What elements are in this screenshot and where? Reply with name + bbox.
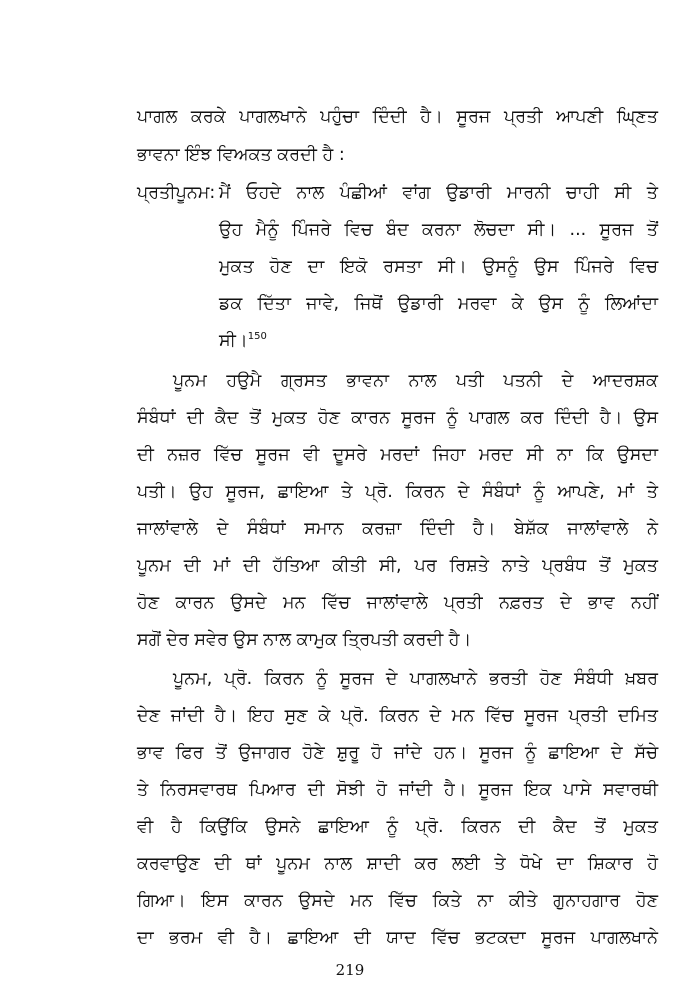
paragraph-2-line-8: ਦਾ ਭਰਮ ਵੀ ਹੈ। ਛਾਇਆ ਦੀ ਯਾਦ ਵਿੱਚ ਭਟਕਦਾ ਸੂਰਜ ਪਾਗਲਖਾਨੇ [137,928,658,948]
paragraph-2-line-5: ਵੀ ਹੈ ਕਿਉਂਕਿ ਉਸਨੇ ਛਾਇਆ ਨੂੰ ਪ੍ਰੋ. ਕਿਰਨ ਦੀ ਕੈਦ ਤੋਂ ਮੁਕਤ [137,817,658,837]
quote-line-4: ਡਕ ਦਿੱਤਾ ਜਾਵੇ, ਜਿਥੋਂ ਉਡਾਰੀ ਮਰਵਾ ਕੇ ਉਸ ਨੂੰ ਲਿਆਂਦਾ [219,294,658,314]
intro-line-2: ਭਾਵਨਾ ਇੰਝ ਵਿਅਕਤ ਕਰਦੀ ਹੈ : [137,145,345,165]
paragraph-2-line-7: ਗਿਆ। ਇਸ ਕਾਰਨ ਉਸਦੇ ਮਨ ਵਿੱਚ ਕਿਤੇ ਨਾ ਕੀਤੇ ਗੁਨਾਹਗਾਰ ਹੋਣ [137,891,658,911]
quote-line-2: ਉਹ ਮੈਨੂੰ ਪਿੰਜਰੇ ਵਿਚ ਬੰਦ ਕਰਨਾ ਲੋਚਦਾ ਸੀ। ... ਸੂਰਜ ਤੋਂ [219,220,658,240]
quote-last-text: ਸੀ। [219,331,248,351]
paragraph-1-line-5: ਜਾਲਾਂਵਾਲੇ ਦੇ ਸੰਬੰਧਾਂ ਸਮਾਨ ਕਰਜ਼ਾ ਦਿੰਦੀ ਹੈ। ਬੇਸ਼ੱਕ ਜਾਲਾਂਵਾਲੇ ਨੇ [137,519,658,539]
paragraph-2-line-3: ਭਾਵ ਫਿਰ ਤੋਂ ਉਜਾਗਰ ਹੋਣੇ ਸ਼ੁਰੂ ਹੋ ਜਾਂਦੇ ਹਨ। ਸੂਰਜ ਨੂੰ ਛਾਇਆ ਦੇ ਸੱਚੇ [137,743,658,763]
quote-speaker: ਪ੍ਰਤੀਪੂਨਮ: [137,183,216,203]
paragraph-2-line-1: ਪੂਨਮ, ਪ੍ਰੋ. ਕਿਰਨ ਨੂੰ ਸੂਰਜ ਦੇ ਪਾਗਲਖਾਨੇ ਭਰਤੀ ਹੋਣ ਸੰਬੰਧੀ ਖ਼ਬਰ [173,669,658,689]
paragraph-1-line-3: ਦੀ ਨਜ਼ਰ ਵਿੱਚ ਸੂਰਜ ਵੀ ਦੂਸਰੇ ਮਰਦਾਂ ਜਿਹਾ ਮਰਦ ਸੀ ਨਾ ਕਿ ਉਸਦਾ [137,445,658,465]
quote-line-1: ਮੈਂ ਓਹਦੇ ਨਾਲ ਪੰਛੀਆਂ ਵਾਂਗ ਉਡਾਰੀ ਮਾਰਨੀ ਚਾਹੀ ਸੀ ਤੇ [219,183,658,203]
paragraph-1-line-2: ਸੰਬੰਧਾਂ ਦੀ ਕੈਦ ਤੋਂ ਮੁਕਤ ਹੋਣ ਕਾਰਨ ਸੂਰਜ ਨੂੰ ਪਾਗਲ ਕਰ ਦਿੰਦੀ ਹੈ। ਉਸ [137,408,658,428]
paragraph-2-line-4: ਤੇ ਨਿਰਸਵਾਰਥ ਪਿਆਰ ਦੀ ਸੋਝੀ ਹੋ ਜਾਂਦੀ ਹੈ। ਸੂਰਜ ਇਕ ਪਾਸੇ ਸਵਾਰਥੀ [137,780,658,800]
paragraph-1-line-1: ਪੂਨਮ ਹਉਮੈ ਗ੍ਰਸਤ ਭਾਵਨਾ ਨਾਲ ਪਤੀ ਪਤਨੀ ਦੇ ਆਦਰਸ਼ਕ [173,371,658,391]
paragraph-1-line-7: ਹੋਣ ਕਾਰਨ ਉਸਦੇ ਮਨ ਵਿੱਚ ਜਾਲਾਂਵਾਲੇ ਪ੍ਰਤੀ ਨਫ਼ਰਤ ਦੇ ਭਾਵ ਨਹੀਂ [137,593,658,613]
paragraph-2-line-2: ਦੇਣ ਜਾਂਦੀ ਹੈ। ਇਹ ਸੁਣ ਕੇ ਪ੍ਰੋ. ਕਿਰਨ ਦੇ ਮਨ ਵਿੱਚ ਸੂਰਜ ਪ੍ਰਤੀ ਦਮਿਤ [137,706,658,726]
paragraph-1-line-4: ਪਤੀ। ਉਹ ਸੂਰਜ, ਛਾਇਆ ਤੇ ਪ੍ਰੋ. ਕਿਰਨ ਦੇ ਸੰਬੰਧਾਂ ਨੂੰ ਆਪਣੇ, ਮਾਂ ਤੇ [137,482,658,502]
paragraph-1-line-6: ਪੂਨਮ ਦੀ ਮਾਂ ਦੀ ਹੱਤਿਆ ਕੀਤੀ ਸੀ, ਪਰ ਰਿਸ਼ਤੇ ਨਾਤੇ ਪ੍ਰਬੰਧ ਤੋਂ ਮੁਕਤ [137,556,658,576]
page-number: 219 [335,961,365,979]
quote-line-3: ਮੁਕਤ ਹੋਣ ਦਾ ਇਕੋ ਰਸਤਾ ਸੀ। ਉਸਨੂੰ ਉਸ ਪਿੰਜਰੇ ਵਿਚ [219,257,658,277]
paragraph-2-line-6: ਕਰਵਾਉਣ ਦੀ ਥਾਂ ਪੂਨਮ ਨਾਲ ਸ਼ਾਦੀ ਕਰ ਲਈ ਤੇ ਧੋਖੇ ਦਾ ਸ਼ਿਕਾਰ ਹੋ [137,854,658,874]
footnote-reference: 150 [247,331,267,343]
quote-line-5 [219,329,658,353]
intro-line-1: ਪਾਗਲ ਕਰਕੇ ਪਾਗਲਖਾਨੇ ਪਹੁੰਚਾ ਦਿੰਦੀ ਹੈ। ਸੂਰਜ ਪ੍ਰਤੀ ਆਪਣੀ ਘਿ੍ਣਤ [137,107,658,127]
paragraph-1-line-8: ਸਗੋਂ ਦੇਰ ਸਵੇਰ ਉਸ ਨਾਲ ਕਾਮੁਕ ਤ੍ਰਿਪਤੀ ਕਰਦੀ ਹੈ। [137,630,472,650]
